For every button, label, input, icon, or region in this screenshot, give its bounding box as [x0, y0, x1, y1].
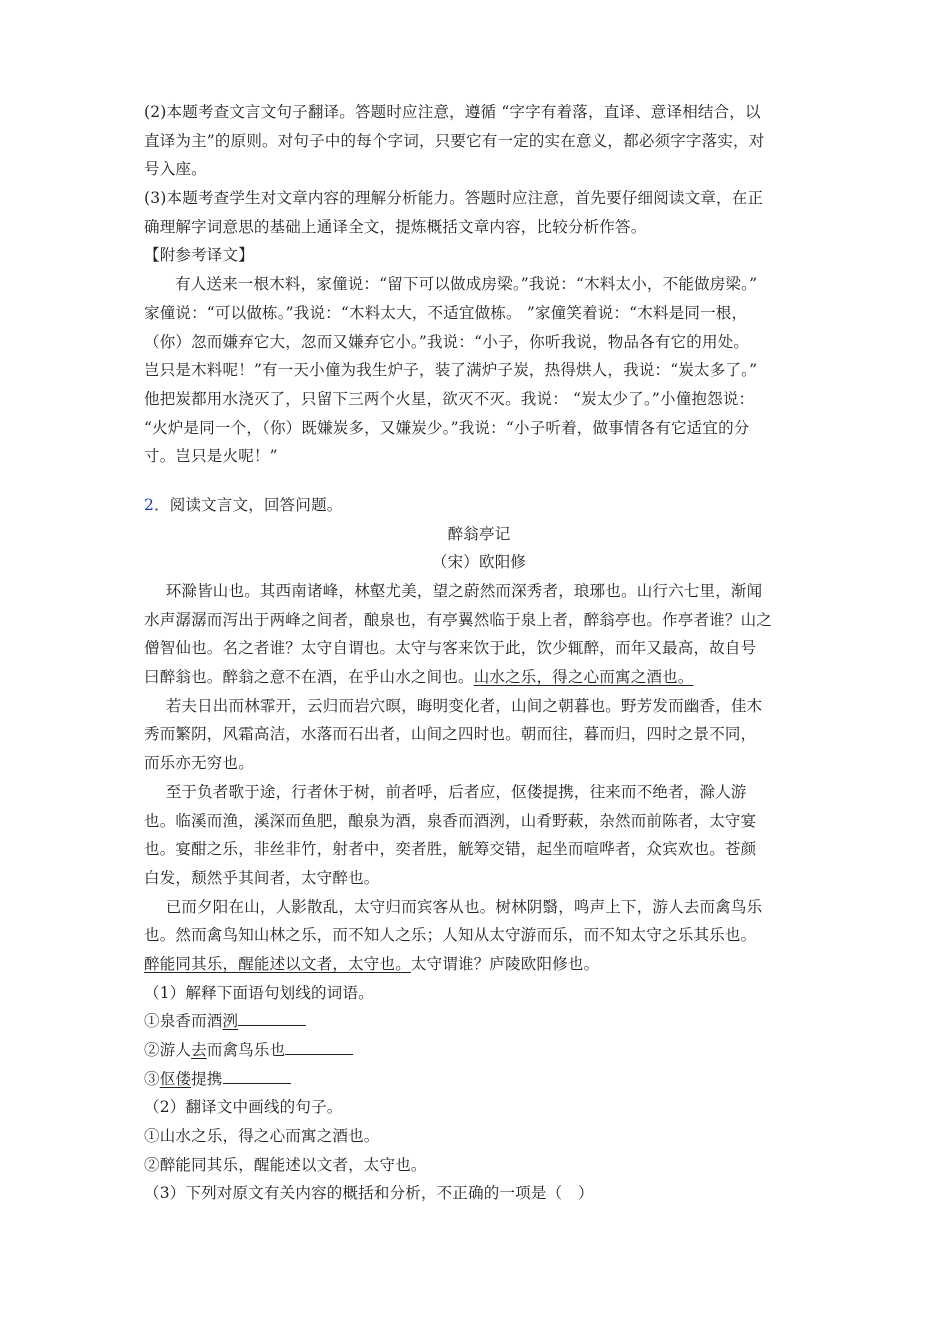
text-line: 也。宴酣之乐，非丝非竹，射者中，奕者胜，觥筹交错，起坐而喧哗者，众宾欢也。苍颜	[144, 840, 757, 859]
reference-translation	[144, 270, 814, 471]
item-text: ①泉香而酒	[144, 1012, 223, 1031]
underlined-sentence: 山水之乐，得之心而寓之酒也。	[473, 668, 694, 687]
passage-paragraph-2	[144, 692, 814, 778]
plain-text: 太守谓谁？庐陵欧阳修也。	[410, 954, 600, 973]
sub-question-item	[144, 1065, 814, 1094]
sub-question-item	[144, 1007, 814, 1036]
appendix-label: 【附参考译文】	[144, 246, 254, 265]
text-line: 也。然而禽鸟知山林之乐，而不知人之乐；人知从太守游而乐，而不知太守之乐其乐也。	[144, 926, 757, 945]
sub-question-label: （2）翻译文中画线的句子。	[144, 1098, 343, 1117]
passage-paragraph-4	[144, 893, 814, 979]
sub-question-1	[144, 979, 814, 1094]
text-line: (2)本题考查文言文句子翻译。答题时应注意，遵循 “字字有着落，直译、意译相结合，以	[144, 103, 761, 121]
text-line: 岂只是木料呢！”有一天小僮为我生炉子，装了满炉子炭，热得烘人，我说：“炭太多了。”	[144, 361, 758, 380]
sub-question-item	[144, 1036, 814, 1065]
sub-question-label: （1）解释下面语句划线的词语。	[144, 983, 374, 1002]
question-heading	[144, 491, 814, 520]
passage-title: 醉翁亭记	[447, 524, 511, 543]
underlined-word: 洌	[222, 1012, 239, 1031]
sub-question-item: ①山水之乐，得之心而寓之酒也。	[144, 1127, 380, 1146]
text-line: 有人送来一根木料，家僮说：“留下可以做成房梁。”我说：“木料太小，不能做房梁。”	[175, 275, 758, 294]
question-number: 2	[144, 495, 155, 514]
text-line: （你）忽而嫌弃它大，忽而又嫌弃它小。”我说：“小子，你听我说，物品各有它的用处。	[144, 332, 750, 351]
text-line: 水声潺潺而泻出于两峰之间者，酿泉也，有亭翼然临于泉上者，醉翁亭也。作亭者谁？山之	[144, 610, 773, 629]
answer-blank[interactable]	[238, 1011, 306, 1026]
text-line: 若夫日出而林霏开，云归而岩穴暝，晦明变化者，山间之朝暮也。野芳发而幽香，佳木	[165, 696, 763, 715]
analysis-item-3	[144, 184, 814, 241]
text-line	[144, 663, 814, 692]
text-line: (3)本题考查学生对文章内容的理解分析能力。答题时应注意，首先要仔细阅读文章，在正	[144, 189, 764, 208]
text-line: 直译为主”的原则。对句子中的每个字词，只要它有一定的实在意义，都必须字字落实，对	[144, 131, 765, 150]
text-line: 他把炭都用水浇灭了，只留下三两个火星，欲灭不灭。我说： “炭太少了。”小僮抱怨说：	[144, 389, 755, 408]
sub-question-label: （3）下列对原文有关内容的概括和分析，不正确的一项是（ ）	[144, 1184, 594, 1203]
passage-paragraph-1	[144, 577, 814, 692]
text-line: 已而夕阳在山，人影散乱，太守归而宾客从也。树林阴翳，鸣声上下，游人去而禽鸟乐	[165, 897, 763, 916]
text-line: 僧智仙也。名之者谁？太守自谓也。太守与客来饮于此，饮少辄醉，而年又最高，故自号	[144, 639, 757, 658]
section-gap	[144, 471, 814, 491]
text-line	[144, 950, 814, 979]
question-prompt: ．阅读文言文，回答问题。	[154, 495, 343, 514]
analysis-item-2	[144, 98, 814, 184]
text-line: 环滁皆山也。其西南诸峰，林壑尤美，望之蔚然而深秀者，琅琊也。山行六七里，渐闻	[165, 582, 763, 600]
text-line: 家僮说：“可以做栋。”我说：“木料太大，不适宜做栋。 ”家僮笑着说：“木料是同一根，	[144, 303, 748, 322]
item-text: 而禽鸟乐也	[206, 1041, 286, 1059]
sub-question-item: ②醉能同其乐，醒能述以文者，太守也。	[144, 1155, 427, 1174]
item-text: ③	[144, 1069, 160, 1088]
underlined-word: 去	[191, 1041, 207, 1059]
passage-paragraph-3	[144, 778, 814, 893]
plain-text: 曰醉翁也。醉翁之意不在酒，在乎山水之间也。	[144, 668, 474, 687]
sub-question-2	[144, 1093, 814, 1179]
text-line: 号入座。	[144, 160, 207, 179]
answer-blank[interactable]	[285, 1040, 353, 1055]
underlined-sentence: 醉能同其乐，醒能述以文者，太守也。	[144, 954, 411, 973]
text-line: “火炉是同一个，（你）既嫌炭多，又嫌炭少。”我说：“小子听着，做事情各有它适宜的分	[144, 418, 750, 437]
sub-question-3	[144, 1179, 814, 1208]
passage-author: （宋）欧阳修	[431, 553, 527, 572]
document-page	[144, 98, 814, 1208]
text-line: 寸。岂只是火呢！”	[144, 447, 278, 466]
text-line: 也。临溪而渔，溪深而鱼肥，酿泉为酒，泉香而酒洌，山肴野蔌，杂然而前陈者，太守宴	[144, 811, 757, 830]
text-line: 至于负者歌于途，行者休于树，前者呼，后者应，伛偻提携，往来而不绝者，滁人游	[165, 782, 747, 801]
text-line: 而乐亦无穷也。	[144, 754, 254, 773]
item-text: 提携	[191, 1069, 223, 1088]
text-line: 确理解字词意思的基础上通译全文，提炼概括文章内容，比较分析作答。	[144, 217, 647, 236]
answer-blank[interactable]	[223, 1069, 291, 1084]
item-text: ②游人	[144, 1041, 192, 1059]
underlined-word: 伛偻	[159, 1069, 192, 1088]
text-line: 秀而繁阴，风霜高洁，水落而石出者，山间之四时也。朝而往，暮而归，四时之景不同，	[144, 725, 757, 744]
text-line: 白发，颓然乎其间者，太守醉也。	[144, 868, 380, 887]
